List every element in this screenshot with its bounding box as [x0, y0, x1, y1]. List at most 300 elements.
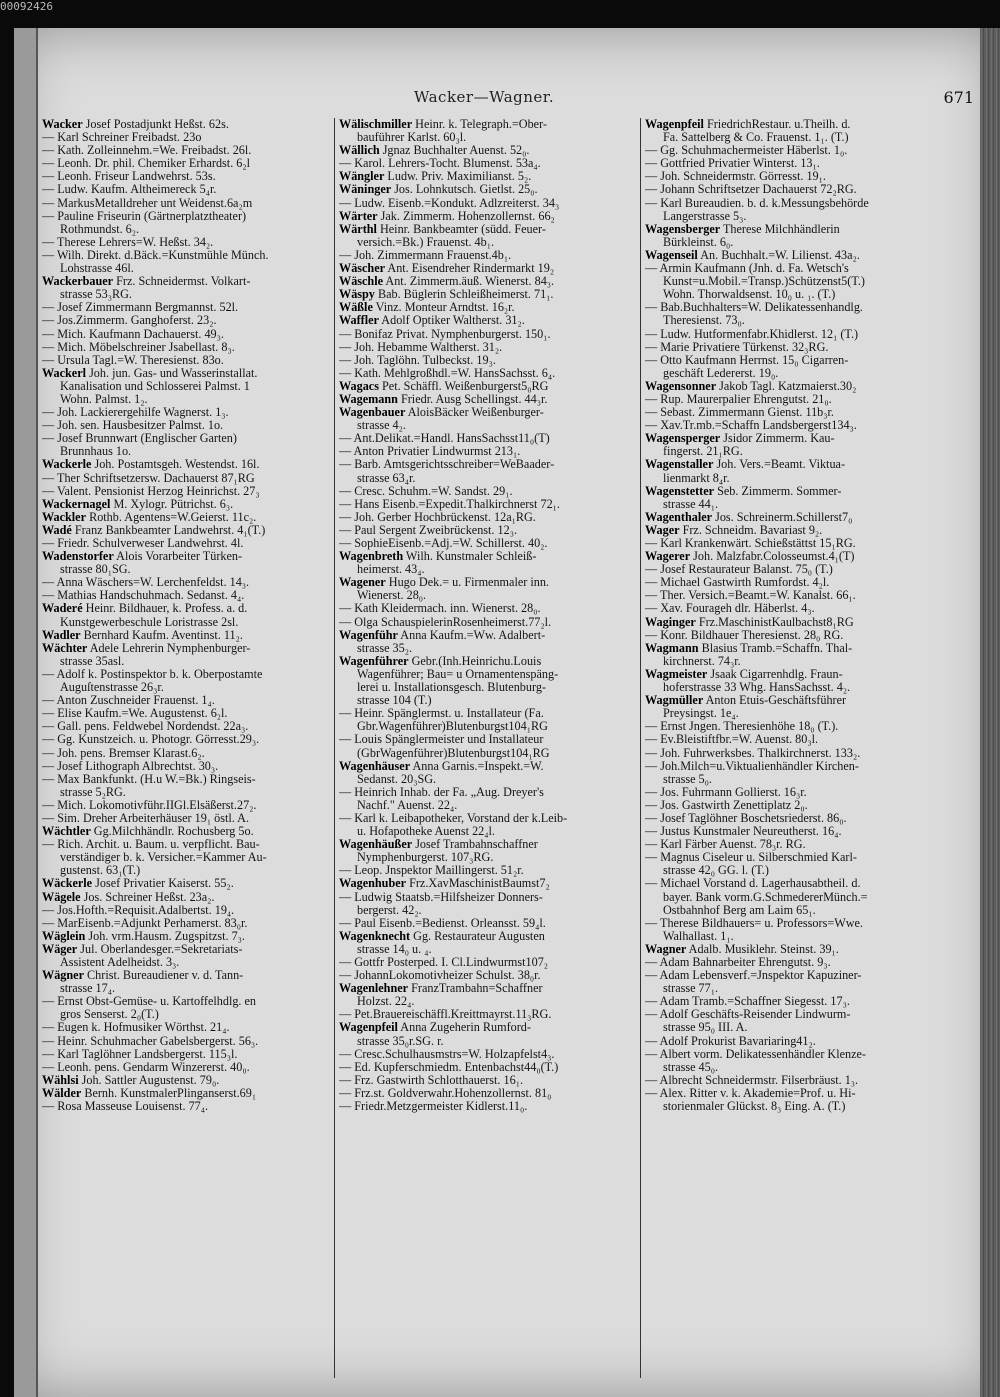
directory-entry [339, 511, 639, 524]
scan-identifier: 00092426 [0, 0, 53, 13]
directory-entry [339, 851, 639, 864]
directory-entry [645, 210, 979, 223]
entry-text: — Heinr. Spänglermst. u. Installateur (Fa. [339, 707, 544, 721]
directory-page [14, 28, 1000, 1397]
entry-text: Ant. Zimmerm.äuß. Wienerst. 84₃. [383, 275, 555, 289]
directory-entry [339, 773, 639, 786]
entry-text: Joh. Postamtsgeh. Westendst. 16l. [91, 458, 260, 472]
entry-surname: Waffler [339, 314, 379, 328]
entry-text: — Mich. Möbelschreiner Jsabellast. 8₃. [42, 340, 235, 354]
directory-entry [645, 1100, 979, 1113]
entry-text: — Ludw. Hutformenfabr.Khidlerst. 12₁ (T.) [645, 327, 859, 341]
directory-entry [42, 314, 334, 327]
entry-text: — Cresc.Schulhausmstrs=W. Holzapfelst4₃. [339, 1047, 555, 1061]
entry-text: — Adolf k. Postinspektor b. k. Oberpostamte [42, 667, 263, 681]
directory-entry [42, 275, 334, 288]
entry-text: — Paul Sergent Zweibrückenst. 12₃. [339, 523, 518, 537]
entry-surname: Wagenknecht [339, 929, 411, 943]
entry-text: Wilh. Kunstmaler Schleiß- [403, 550, 537, 564]
entry-text: heimerst. 43₄. [357, 563, 425, 577]
entry-text: — Alex. Ritter v. k. Akademie=Prof. u. Hi- [645, 1086, 856, 1100]
directory-entry [42, 943, 334, 956]
entry-text: — Leonh. Friseur Landwehrst. 53s. [42, 170, 216, 184]
entry-surname: Wäninger [339, 183, 392, 197]
directory-entry [645, 262, 979, 275]
entry-text: Frz.XavMaschinistBaumst7₂ [406, 877, 550, 891]
column-3 [640, 118, 979, 1378]
directory-entry [42, 668, 334, 681]
directory-entry [42, 563, 334, 576]
entry-text: — Ev.Bleistiftfbr.=W. Auenst. 80₃l. [645, 733, 819, 747]
directory-entry [339, 655, 639, 668]
entry-surname: Wagenführ [339, 628, 398, 642]
directory-entry [645, 445, 979, 458]
directory-entry [42, 589, 334, 602]
directory-entry [645, 354, 979, 367]
entry-surname: Wagerer [645, 550, 691, 564]
entry-surname: Wackler [42, 510, 87, 524]
directory-entry [645, 720, 979, 733]
entry-text: — SophieEisenb.=Adj.=W. Schillerst. 40₂. [339, 537, 548, 550]
directory-entry [42, 864, 334, 877]
entry-text: — Justus Kunstmaler Neureutherst. 16₄. [645, 825, 842, 839]
entry-text: — Joh. Gerber Hochbrückenst. 12a₁RG. [339, 510, 536, 524]
entry-text: — Eugen k. Hofmusiker Wörthst. 21₄. [42, 1021, 230, 1035]
entry-text: — Barb. Amtsgerichtsschreiber=WeBaader- [339, 458, 555, 472]
directory-entry [645, 1087, 979, 1100]
directory-entry [339, 170, 639, 183]
entry-text: Nymphenburgerst. 107₃RG. [357, 851, 494, 865]
entry-text: Kanalisation und Schlosserei Palmst. 1 [60, 379, 250, 393]
directory-entry [42, 773, 334, 786]
directory-entry [339, 498, 639, 511]
entry-surname: Wagenbreth [339, 550, 404, 564]
directory-entry [645, 367, 979, 380]
entry-text: — Johann Schriftsetzer Dachauerst 72₂RG. [645, 183, 857, 197]
directory-entry [645, 733, 979, 746]
entry-surname: Wagenlehner [339, 982, 409, 996]
directory-entry [645, 301, 979, 314]
entry-text: — Xav. Fourageh dlr. Häberlst. 4₃. [645, 602, 815, 616]
entry-surname: Wägele [42, 890, 81, 904]
directory-entry [645, 812, 979, 825]
entry-text: — Anton Privatier Lindwurmst 213₁. [339, 445, 521, 459]
directory-entry [339, 1008, 639, 1021]
entry-surname: Wagmann [645, 641, 699, 655]
entry-surname: Wäspy [339, 288, 375, 302]
directory-entry [645, 1008, 979, 1021]
directory-entry [42, 956, 334, 969]
entry-text: AloisBäcker Weißenburger- [405, 406, 544, 420]
directory-entry [645, 629, 979, 642]
directory-entry [42, 445, 334, 458]
directory-entry [42, 1035, 334, 1048]
directory-entry [42, 157, 334, 170]
directory-entry [42, 524, 334, 537]
directory-entry [339, 354, 639, 367]
directory-entry [339, 183, 639, 196]
entry-text: — Paul Eisenb.=Bedienst. Orleansst. 59₄l. [339, 916, 546, 930]
entry-text: — Rup. Maurerpalier Ehrengutst. 21₀. [645, 392, 832, 406]
entry-text: strasse 44₁. [663, 497, 719, 511]
entry-text: Hugo Dek.= u. Firmenmaler inn. [385, 576, 549, 590]
entry-surname: Wagener [339, 576, 386, 590]
entry-text: — Magnus Ciseleur u. Silberschmied Karl- [645, 851, 857, 865]
entry-text: versich.=Bk.) Frauenst. 4b₁. [357, 235, 495, 249]
entry-text: — Sim. Dreher Arbeiterhäuser 19₁ östl. A. [42, 811, 249, 825]
entry-text: — Joh. Zimmermann Frauenst.4b₁. [339, 248, 512, 262]
directory-entry [339, 197, 639, 210]
entry-text: Heinr. Bankbeamter (südd. Feuer- [376, 222, 546, 236]
directory-entry [645, 616, 979, 629]
directory-entry [339, 668, 639, 681]
directory-entry [42, 917, 334, 930]
directory-entry [645, 602, 979, 615]
entry-surname: Wagensperger [645, 432, 721, 446]
entry-surname: Wärthl [339, 222, 377, 236]
entry-surname: Wagenstaller [645, 458, 714, 472]
directory-entry [42, 249, 334, 262]
entry-surname: Wagenhuber [339, 877, 407, 891]
directory-entry [645, 380, 979, 393]
directory-entry [339, 877, 639, 890]
entry-text: Langerstrasse 5₃. [663, 209, 747, 223]
directory-entry [339, 956, 639, 969]
entry-text: — Jos. Gastwirth Zenettiplatz 2₀. [645, 798, 808, 812]
directory-entry [645, 485, 979, 498]
directory-entry [339, 891, 639, 904]
directory-entry [339, 1021, 639, 1034]
entry-surname: Wadler [42, 628, 81, 642]
entry-text: — Josef Lithograph Albrechtst. 30₃. [42, 759, 219, 773]
entry-text: — Jos. Fuhrmann Gollierst. 16₃r. [645, 785, 807, 799]
directory-entry [42, 458, 334, 471]
entry-text: strasse 77₁. [663, 982, 719, 996]
directory-entry [42, 236, 334, 249]
directory-entry [42, 393, 334, 406]
directory-entry [42, 1087, 334, 1100]
entry-text: Lohstrasse 46l. [60, 262, 134, 276]
directory-entry [339, 210, 639, 223]
directory-entry [645, 1061, 979, 1074]
directory-entry [42, 747, 334, 760]
directory-entry [645, 524, 979, 537]
directory-entry [645, 681, 979, 694]
directory-entry [645, 458, 979, 471]
directory-entry [645, 511, 979, 524]
directory-entry [339, 262, 639, 275]
entry-text: strasse 17₄. [60, 982, 116, 996]
entry-text: — Kath. Zolleinnehm.=We. Freibadst. 26l. [42, 144, 252, 158]
entry-text: Wienerst. 28₀. [357, 589, 427, 603]
directory-entry [339, 1035, 639, 1048]
entry-surname: Wagenpfeil [645, 118, 704, 131]
entry-text: — Hans Eisenb.=Expedit.Thalkirchnerst 72₁. [339, 497, 560, 511]
entry-surname: Wackerle [42, 458, 92, 472]
directory-entry [339, 799, 639, 812]
entry-text: — Michael Vorstand d. Lagerhausabtheil. d. [645, 877, 861, 891]
directory-entry [339, 419, 639, 432]
entry-text: — Karl Färber Auenst. 78₃r. RG. [645, 838, 806, 852]
directory-entry [645, 1048, 979, 1061]
entry-surname: Wälischmiller [339, 118, 413, 131]
directory-entry [42, 197, 334, 210]
directory-entry [42, 760, 334, 773]
entry-text: strasse 80₁SG. [60, 563, 131, 577]
directory-entry [42, 1048, 334, 1061]
entry-surname: Wagenseil [645, 248, 698, 262]
directory-entry [645, 550, 979, 563]
directory-entry [339, 681, 639, 694]
entry-surname: Wagensberger [645, 222, 721, 236]
directory-entry [42, 183, 334, 196]
directory-entry [339, 904, 639, 917]
directory-entry [339, 917, 639, 930]
entry-text: Auguſtenstrasse 26₃r. [60, 681, 164, 695]
entry-text: — MarEisenb.=Adjunkt Perhamerst. 83₀r. [42, 916, 248, 930]
entry-text: Friedr. Ausg Schellingst. 44₃r. [397, 392, 548, 406]
entry-surname: Wälder [42, 1086, 82, 1100]
running-title: Wacker—Wagner. [414, 88, 555, 106]
column-2 [334, 118, 639, 1378]
entry-text: — Karl Schreiner Freibadst. 23o [42, 131, 202, 145]
entry-text: Sedanst. 20₃SG. [357, 772, 437, 786]
directory-entry [645, 131, 979, 144]
entry-text: — Josef Taglöhner Boschetsriederst. 86₀. [645, 811, 847, 825]
entry-surname: Wählsi [42, 1073, 79, 1087]
entry-text: — Friedr.Metzgermeister Kidlerst.11₀. [339, 1100, 528, 1114]
entry-text: — Kath Kleidermach. inn. Wienerst. 28₀. [339, 602, 541, 616]
directory-entry [645, 851, 979, 864]
directory-entry [645, 393, 979, 406]
entry-text: Alois Vorarbeiter Türken- [113, 550, 243, 564]
directory-entry [645, 288, 979, 301]
entry-text: Ant. Eisendreher Rindermarkt 19₂ [385, 262, 555, 276]
entry-text: strasse 42₀ GG. l. (T.) [663, 864, 769, 878]
entry-text: Nachf." Auenst. 22₄. [357, 798, 458, 812]
directory-entry [42, 537, 334, 550]
directory-entry [339, 589, 639, 602]
directory-entry [645, 786, 979, 799]
entry-text: Vinz. Monteur Arndtst. 16₂r. [372, 301, 515, 315]
entry-text: — Ludw. Eisenb.=Kondukt. Adlzreiterst. 34₃ [339, 196, 560, 210]
entry-text: Blasius Tramb.=Schaffn. Thal- [698, 641, 853, 655]
directory-entry [645, 707, 979, 720]
directory-entry [645, 197, 979, 210]
directory-entry [645, 275, 979, 288]
entry-text: — Wilh. Direkt. d.Bäck.=Kunstmühle Münch. [42, 248, 269, 262]
entry-text: — Jos.Zimmerm. Ganghoferst. 23₂. [42, 314, 217, 328]
entry-text: — Ant.Delikat.=Handl. HansSachsst11₀(T) [339, 432, 550, 446]
directory-entry [42, 982, 334, 995]
entry-text: Josef Postadjunkt Heßst. 62s. [82, 118, 229, 131]
directory-entry [42, 681, 334, 694]
directory-entry [42, 655, 334, 668]
entry-surname: Wagenstetter [645, 484, 715, 498]
directory-entry [42, 576, 334, 589]
entry-text: — Rich. Archit. u. Baum. u. verpflicht. Bau- [42, 838, 260, 852]
entry-text: — Ther Schriftsetzersw. Dachauerst 87₁RG [42, 471, 255, 485]
directory-entry [42, 1061, 334, 1074]
entry-text: Jul. Oberlandesger.=Sekretariats- [77, 942, 243, 956]
entry-text: Kunst=u.Mobil.=Transp.)Schützenst5(T.) [663, 275, 865, 289]
entry-text: Joh. Vers.=Beamt. Viktua- [713, 458, 846, 472]
entry-text: strasse 35asl. [60, 654, 125, 668]
entry-surname: Wagenhäuser [339, 759, 411, 773]
entry-surname: Wagenpfeil [339, 1021, 398, 1035]
directory-entry [339, 812, 639, 825]
directory-entry [339, 995, 639, 1008]
entry-text: Frz.MaschinistKaulbachst8₁RG [695, 615, 854, 629]
entry-text: — Kath. Mehlgroßhdl.=W. HansSachsst. 6₄. [339, 366, 556, 380]
entry-surname: Wagner [645, 942, 687, 956]
directory-entry [42, 472, 334, 485]
directory-entry [645, 406, 979, 419]
directory-entry [339, 838, 639, 851]
directory-entry [645, 694, 979, 707]
directory-entry [42, 891, 334, 904]
entry-text: Rothmundst. 6₂. [60, 222, 140, 236]
entry-text: — Albert vorm. Delikatessenhändler Klenze- [645, 1047, 866, 1061]
entry-surname: Wackerl [42, 366, 87, 380]
directory-entry [339, 393, 639, 406]
directory-entry [339, 1100, 639, 1113]
directory-entry [645, 1035, 979, 1048]
entry-text: — Ernst Jngen. Theresienhöhe 18₀ (T.). [645, 720, 839, 734]
entry-text: — Karl Bureaudien. b. d. k.Messungsbehörde [645, 196, 869, 210]
entry-text: lerei u. Installationsgesch. Blutenburg- [357, 681, 546, 695]
directory-entry [42, 131, 334, 144]
directory-entry [42, 550, 334, 563]
directory-entry [339, 445, 639, 458]
directory-entry [645, 655, 979, 668]
directory-entry [339, 249, 639, 262]
directory-entry [339, 733, 639, 746]
entry-text: — Louis Spänglermeister und Installateur [339, 733, 544, 747]
entry-text: Ludw. Priv. Maximilianst. 5₂. [384, 170, 532, 184]
entry-text: — Leonh. Dr. phil. Chemiker Erhardst. 6₂l [42, 157, 251, 171]
entry-text: Bürkleinst. 6₀. [663, 235, 734, 249]
directory-entry [42, 825, 334, 838]
directory-columns [42, 118, 974, 1378]
directory-entry [645, 891, 979, 904]
directory-entry [339, 1048, 639, 1061]
entry-text: lienmarkt 8₄r. [663, 471, 730, 485]
directory-entry [339, 943, 639, 956]
entry-text: An. Buchhalt.=W. Lilienst. 43a₂. [697, 248, 860, 262]
directory-entry [339, 720, 639, 733]
directory-entry [339, 1061, 639, 1074]
entry-text: strasse 5₂RG. [60, 785, 126, 799]
directory-entry [339, 524, 639, 537]
directory-entry [339, 485, 639, 498]
directory-entry [645, 799, 979, 812]
entry-text: Joh. Malzfabr.Colosseumst.4₁(T) [690, 550, 855, 564]
directory-entry [42, 432, 334, 445]
directory-entry [645, 170, 979, 183]
directory-entry [339, 550, 639, 563]
entry-text: u. Hofapotheke Auenst 22₄l. [357, 825, 495, 839]
directory-entry [42, 733, 334, 746]
entry-text: — Elise Kaufm.=We. Augustenst. 6₂l. [42, 707, 228, 721]
directory-entry [339, 576, 639, 589]
directory-entry [339, 969, 639, 982]
directory-entry [339, 458, 639, 471]
entry-surname: Wagmüller [645, 694, 704, 708]
directory-entry [339, 694, 639, 707]
directory-entry [339, 825, 639, 838]
entry-text: Joh. vrm.Hausm. Zugspitzst. 7₃. [85, 929, 245, 943]
entry-text: — Michael Gastwirth Rumfordst. 4₂l. [645, 576, 830, 590]
directory-entry [339, 406, 639, 419]
entry-text: — Joh. Lackierergehilfe Wagnerst. 1₃. [42, 406, 229, 420]
entry-text: — Adam Lebensverf.=Jnspektor Kapuziner- [645, 969, 862, 983]
entry-text: Heinr. Bildhauer, k. Profess. a. d. [82, 602, 248, 616]
directory-entry [645, 943, 979, 956]
entry-surname: Wäglein [42, 929, 86, 943]
entry-text: — Ther. Versich.=Beamt.=W. Kanalst. 66₁. [645, 589, 856, 603]
directory-entry [645, 642, 979, 655]
directory-entry [339, 275, 639, 288]
entry-surname: Wackerbauer [42, 275, 114, 289]
directory-entry [42, 1100, 334, 1113]
directory-entry [645, 472, 979, 485]
directory-entry [645, 969, 979, 982]
entry-text: — Mich. Lokomotivführ.IIGl.Elsäßerst.27₂. [42, 798, 257, 812]
directory-entry [339, 472, 639, 485]
directory-entry [645, 328, 979, 341]
entry-text: — Adam Bahnarbeiter Ehrengutst. 9₃. [645, 956, 831, 969]
entry-text: FranzTrambahn=Schaffner [408, 982, 543, 996]
entry-text: — Cresc. Schuhm.=W. Sandst. 29₁. [339, 484, 513, 498]
entry-text: — Gottfr Posterped. I. Cl.Lindwurmst107₂ [339, 956, 549, 969]
directory-entry [42, 995, 334, 1008]
entry-text: Theresienst. 73₀. [663, 314, 745, 328]
entry-text: gustenst. 63₁(T.) [60, 864, 141, 878]
directory-entry [339, 341, 639, 354]
directory-entry [339, 301, 639, 314]
entry-text: Gbr.Wagenführer)Blutenburgst104₁RG [357, 720, 548, 734]
entry-text: — Xav.Tr.mb.=Schaffn Landsbergerst134₃. [645, 419, 857, 433]
entry-surname: Wäckerle [42, 877, 93, 891]
entry-text: — Ursula Tagl.=W. Theresienst. 83o. [42, 353, 224, 367]
directory-entry [339, 642, 639, 655]
entry-text: — Max Bankfunkt. (H.u W.=Bk.) Ringseis- [42, 772, 256, 786]
directory-entry [339, 328, 639, 341]
directory-entry [645, 563, 979, 576]
entry-text: Rothb. Agentens=W.Geierst. 11c₂. [86, 510, 257, 524]
entry-text: strasse 35₀r.SG. r. [357, 1034, 444, 1048]
directory-entry [339, 747, 639, 760]
directory-entry [645, 904, 979, 917]
directory-entry [645, 314, 979, 327]
entry-text: — Ludw. Kaufm. Altheimereck 5₄r. [42, 183, 217, 197]
entry-text: Anton Etuis-Geschäftsführer [703, 694, 847, 708]
directory-entry [42, 354, 334, 367]
directory-entry [42, 969, 334, 982]
directory-entry [339, 930, 639, 943]
entry-text: verständiger b. k. Versicher.=Kammer Au- [60, 851, 267, 865]
entry-text: Frz. Schneidermst. Volkart- [113, 275, 251, 289]
directory-entry [339, 1087, 639, 1100]
directory-entry [42, 288, 334, 301]
directory-entry [42, 707, 334, 720]
column-1 [42, 118, 334, 1378]
directory-entry [339, 537, 639, 550]
entry-text: Preysingst. 1e₄. [663, 707, 739, 721]
directory-entry [339, 367, 639, 380]
directory-entry [339, 314, 639, 327]
